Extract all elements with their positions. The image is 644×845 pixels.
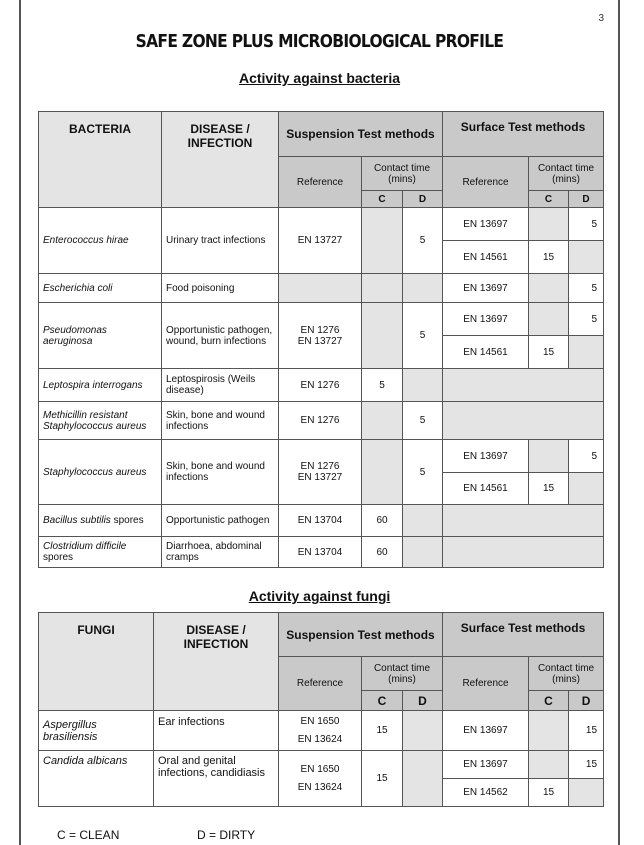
surface-clean: 15: [529, 473, 569, 505]
table-row: [39, 274, 604, 303]
suspension-clean: [362, 303, 403, 369]
organism-genus: Clostridium difficile: [43, 541, 127, 552]
suspension-reference: EN 1276: [279, 369, 362, 402]
surface-clean: [529, 751, 569, 779]
organism-genus: Bacillus subtilis: [43, 515, 111, 526]
disease-cell: Diarrhoea, abdominal cramps: [162, 537, 279, 568]
fungi-section-title: Activity against fungi: [248, 588, 391, 604]
surface-contact-time-header: Contact time (mins): [529, 157, 604, 191]
organism-name: [39, 537, 162, 568]
organism-name: Escherichia coli: [39, 274, 162, 303]
surface-reference: EN 14561: [443, 241, 529, 274]
organism-name: Leptospira interrogans: [39, 369, 162, 402]
disease-cell: Skin, bone and wound infections: [162, 440, 279, 505]
surface-reference: EN 13697: [443, 208, 529, 241]
surface-clean: [529, 440, 569, 473]
bacteria-section-title: Activity against bacteria: [238, 70, 401, 86]
suspension-dirty: [403, 751, 443, 807]
surface-dirty: 5: [569, 303, 604, 336]
suspension-clean: 5: [362, 369, 403, 402]
contact-time-header: Contact time (mins): [362, 157, 443, 191]
surface-dirty: [569, 779, 604, 807]
organism-name: Methicillin resistant Staphylococcus aureus: [39, 402, 162, 440]
surface-clean-header: C: [529, 191, 569, 208]
reference-line: EN 13727: [297, 335, 343, 347]
dirty-header: D: [403, 691, 443, 711]
surface-dirty: 15: [569, 751, 604, 779]
reference-line: EN 13727: [297, 472, 343, 483]
organism-suffix: spores: [43, 552, 74, 563]
surface-clean: [529, 274, 569, 303]
organism-name: Staphylococcus aureus: [39, 440, 162, 505]
suspension-clean: 60: [362, 505, 403, 537]
table-row: [39, 208, 604, 241]
suspension-reference: EN 13727: [279, 208, 362, 274]
reference-header: Reference: [279, 657, 362, 711]
surface-empty: [443, 369, 604, 402]
organism-name: Pseudomonas aeruginosa: [39, 303, 162, 369]
surface-reference: EN 14562: [443, 779, 529, 807]
disease-cell: Ear infections: [154, 711, 279, 751]
suspension-reference: [279, 751, 362, 807]
legend-clean: C = CLEAN: [57, 828, 120, 842]
table-row: [39, 537, 604, 568]
suspension-dirty: 5: [403, 402, 443, 440]
organism-name: Aspergillus brasiliensis: [39, 711, 154, 751]
suspension-clean: 60: [362, 537, 403, 568]
reference-line: EN 1276: [300, 324, 340, 336]
suspension-reference: EN 13704: [279, 505, 362, 537]
surface-dirty: [569, 241, 604, 274]
surface-dirty: [569, 336, 604, 369]
surface-dirty-header: D: [569, 191, 604, 208]
surface-reference: EN 13697: [443, 711, 529, 751]
suspension-dirty: 5: [403, 440, 443, 505]
surface-reference-header: Reference: [443, 657, 529, 711]
organism-name: Enterococcus hirae: [39, 208, 162, 274]
bacteria-col-header: BACTERIA: [39, 112, 162, 208]
surface-dirty: 15: [569, 711, 604, 751]
surface-empty: [443, 505, 604, 537]
suspension-dirty: [403, 369, 443, 402]
surface-dirty: [569, 473, 604, 505]
reference-line: EN 1650: [300, 763, 340, 775]
surface-header: Surface Test methods: [443, 112, 604, 157]
suspension-header: Suspension Test methods: [279, 112, 443, 157]
suspension-clean: [362, 274, 403, 303]
suspension-clean: [362, 402, 403, 440]
suspension-dirty: [403, 274, 443, 303]
bacteria-table: [38, 111, 604, 568]
dirty-header: D: [403, 191, 443, 208]
table-row: [39, 505, 604, 537]
table-row: [39, 711, 604, 751]
surface-contact-time-header: Contact time (mins): [529, 657, 604, 691]
surface-clean: 15: [529, 779, 569, 807]
surface-clean: [529, 711, 569, 751]
suspension-dirty: [403, 537, 443, 568]
surface-clean-header: C: [529, 691, 569, 711]
clean-header: C: [362, 191, 403, 208]
reference-line: EN 1650: [300, 715, 340, 727]
reference-line: EN 13624: [297, 733, 343, 745]
reference-header: Reference: [279, 157, 362, 208]
suspension-clean: 15: [362, 751, 403, 807]
contact-time-header: Contact time (mins): [362, 657, 443, 691]
suspension-reference: [279, 711, 362, 751]
table-row: [39, 369, 604, 402]
surface-clean: [529, 208, 569, 241]
suspension-reference: [279, 303, 362, 369]
table-row: [39, 440, 604, 473]
disease-cell: Food poisoning: [162, 274, 279, 303]
page-title: SAFE ZONE PLUS MICROBIOLOGICAL PROFILE: [135, 31, 504, 52]
surface-reference: EN 13697: [443, 303, 529, 336]
suspension-clean: 15: [362, 711, 403, 751]
document-page: [19, 0, 620, 845]
suspension-clean: [362, 440, 403, 505]
disease-cell: Opportunistic pathogen, wound, burn infections: [162, 303, 279, 369]
table-row: [39, 303, 604, 336]
suspension-reference: EN 1276: [279, 402, 362, 440]
suspension-header: Suspension Test methods: [279, 613, 443, 657]
surface-reference: EN 13697: [443, 274, 529, 303]
surface-clean: 15: [529, 336, 569, 369]
suspension-reference: [279, 440, 362, 505]
page-number: 3: [598, 13, 604, 24]
surface-dirty: 5: [569, 208, 604, 241]
surface-reference: EN 14561: [443, 336, 529, 369]
surface-reference: EN 14561: [443, 473, 529, 505]
disease-cell: Skin, bone and wound infections: [162, 402, 279, 440]
surface-clean: [529, 303, 569, 336]
fungi-col-header: FUNGI: [39, 613, 154, 711]
surface-reference: EN 13697: [443, 440, 529, 473]
suspension-dirty: 5: [403, 303, 443, 369]
surface-dirty-header: D: [569, 691, 604, 711]
surface-reference: EN 13697: [443, 751, 529, 779]
reference-line: EN 13624: [297, 781, 343, 793]
suspension-reference: EN 13704: [279, 537, 362, 568]
surface-empty: [443, 537, 604, 568]
surface-dirty: 5: [569, 440, 604, 473]
disease-cell: Urinary tract infections: [162, 208, 279, 274]
disease-col-header: DISEASE / INFECTION: [154, 613, 279, 711]
organism-suffix: spores: [113, 515, 144, 526]
suspension-dirty: [403, 505, 443, 537]
disease-cell: Oral and genital infections, candidiasis: [154, 751, 279, 807]
table-row: [39, 402, 604, 440]
surface-header: Surface Test methods: [443, 613, 604, 657]
suspension-dirty: [403, 711, 443, 751]
clean-header: C: [362, 691, 403, 711]
suspension-reference: [279, 274, 362, 303]
suspension-clean: [362, 208, 403, 274]
surface-clean: 15: [529, 241, 569, 274]
disease-cell: Leptospirosis (Weils disease): [162, 369, 279, 402]
surface-dirty: 5: [569, 274, 604, 303]
disease-cell: Opportunistic pathogen: [162, 505, 279, 537]
fungi-table: [38, 612, 604, 807]
legend-dirty: D = DIRTY: [197, 828, 256, 842]
reference-line: EN 1276: [300, 461, 340, 472]
organism-name: Candida albicans: [39, 751, 154, 807]
suspension-dirty: 5: [403, 208, 443, 274]
surface-empty: [443, 402, 604, 440]
disease-col-header: DISEASE / INFECTION: [162, 112, 279, 208]
surface-reference-header: Reference: [443, 157, 529, 208]
organism-name: [39, 505, 162, 537]
table-row: [39, 751, 604, 779]
